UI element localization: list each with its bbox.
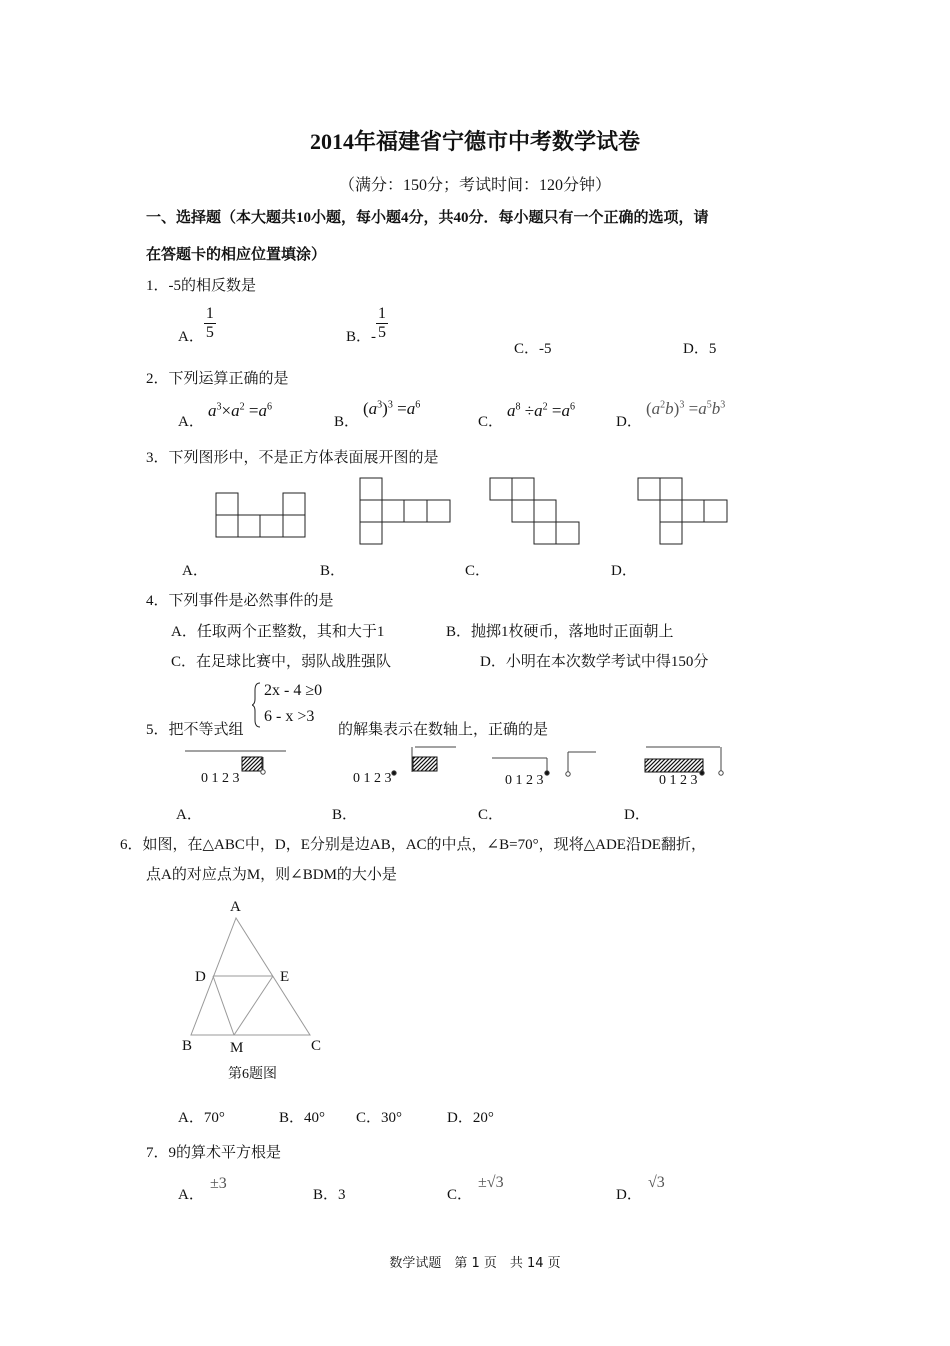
question-3-option-c: C． [465,563,491,579]
question-6-line2: 点A的对应点为M，则∠BDM的大小是 [146,867,397,883]
option-label: B．- [346,328,377,345]
cube-nets-figure [200,475,760,555]
question-3-option-b: B． [320,563,346,579]
question-4-stem: 4．下列事件是必然事件的是 [146,593,334,609]
question-4-option-a: A．任取两个正整数，其和大于1 [171,624,385,640]
question-2-option-a-label: A． [178,414,204,430]
cube-net-a [216,493,305,537]
question-7-stem: 7．9的算术平方根是 [146,1145,282,1161]
vertex-label-d: D [195,969,206,985]
question-7-option-d-label: D． [616,1187,642,1203]
page-subtitle: （满分：150分；考试时间：120分钟） [338,177,611,194]
number-line-d [645,747,723,775]
number-line-c-ticks: 0 1 2 3 [505,773,544,788]
question-5-option-b: B． [332,807,358,823]
question-6-line1: 6．如图，在△ABC中，D，E分别是边AB，AC的中点，∠B=70°，现将△ADE沿DE翻折， [120,837,706,853]
question-6-option-d: D．20° [447,1110,494,1126]
page-title: 2014年福建省宁德市中考数学试卷 [309,129,640,154]
inequality-2: 6 - x >3 [264,708,315,725]
number-line-d-ticks: 0 1 2 3 [659,773,698,788]
question-7-option-d-value: √3 [648,1174,665,1191]
denominator: 5 [378,323,387,341]
cube-net-c [490,478,579,544]
question-5-suffix: 的解集表示在数轴上，正确的是 [338,722,549,738]
fraction [204,305,216,341]
question-7-option-b: B．3 [313,1187,346,1203]
question-5-option-c: C． [478,807,504,823]
question-1-option-d: D．5 [683,341,717,357]
question-7-option-a-label: A． [178,1187,204,1203]
page-footer: 数学试题 第 1 页 共 14 页 [389,1256,561,1271]
vertex-label-c: C [311,1038,322,1054]
question-3-option-d: D． [611,563,637,579]
question-5-option-a: A． [176,807,202,823]
question-2-option-b-formula: $(a^3)^3 =a^6$ [363,399,421,418]
question-4-option-b: B．抛掷1枚硬币，落地时正面朝上 [446,624,674,640]
fraction [376,305,388,341]
section-heading-line2: 在答题卡的相应位置填涂） [146,247,327,263]
numerator: 1 [205,305,214,322]
question-1-option-a [178,305,216,345]
figure-6-caption: 第6题图 [228,1067,277,1082]
question-2-option-c-label: C． [478,414,504,430]
section-heading-line1: 一、选择题（本大题共10小题，每小题4分，共40分．每小题只有一个正确的选项，请 [146,210,709,226]
vertex-label-a: A [230,899,241,915]
question-2-option-b-label: B． [334,414,360,430]
triangle-figure [175,893,345,1063]
question-6-option-a: A．70° [178,1110,225,1126]
system-brace [252,680,262,730]
denominator: 5 [205,323,214,341]
question-5-prefix: 5．把不等式组 [146,722,244,738]
vertex-label-e: E [280,969,290,985]
question-7-option-a-value: ±3 [210,1175,227,1192]
cube-net-b [360,478,450,544]
number-lines-figure [180,740,740,790]
number-line-a-ticks: 0 1 2 3 [201,771,240,786]
question-6-option-b: B．40° [279,1110,326,1126]
question-1-option-b [346,305,388,345]
question-7-option-c-value: ±√3 [478,1174,504,1191]
vertex-label-m: M [230,1040,244,1056]
question-1-option-c: C．-5 [514,341,552,357]
number-line-b-ticks: 0 1 2 3 [353,771,392,786]
question-2-option-c-formula: $a^8 \div a^2 =a^6$ [507,401,575,420]
question-2-stem: 2．下列运算正确的是 [146,371,289,387]
question-1-stem: 1．-5的相反数是 [146,278,256,294]
question-2-option-d-label: D． [616,414,642,430]
question-6-option-c: C．30° [356,1110,403,1126]
question-2-option-a-formula: $a^3\times a^2 =a^6$ [208,401,272,420]
question-3-option-a: A． [182,563,208,579]
option-label: A． [178,328,204,345]
question-5-option-d: D． [624,807,650,823]
cube-net-d [638,478,727,544]
numerator: 1 [378,305,387,322]
vertex-label-b: B [182,1038,193,1054]
question-3-stem: 3．下列图形中，不是正方体表面展开图的是 [146,450,439,466]
question-2-option-d-formula: $(a^2b)^3 =a^5b^3$ [646,399,726,418]
question-4-option-c: C．在足球比赛中，弱队战胜强队 [171,654,392,670]
question-7-option-c-label: C． [447,1187,473,1203]
inequality-1: 2x - 4 ≥0 [264,682,323,699]
question-4-option-d: D．小明在本次数学考试中得150分 [480,654,709,670]
number-line-b [392,747,456,775]
